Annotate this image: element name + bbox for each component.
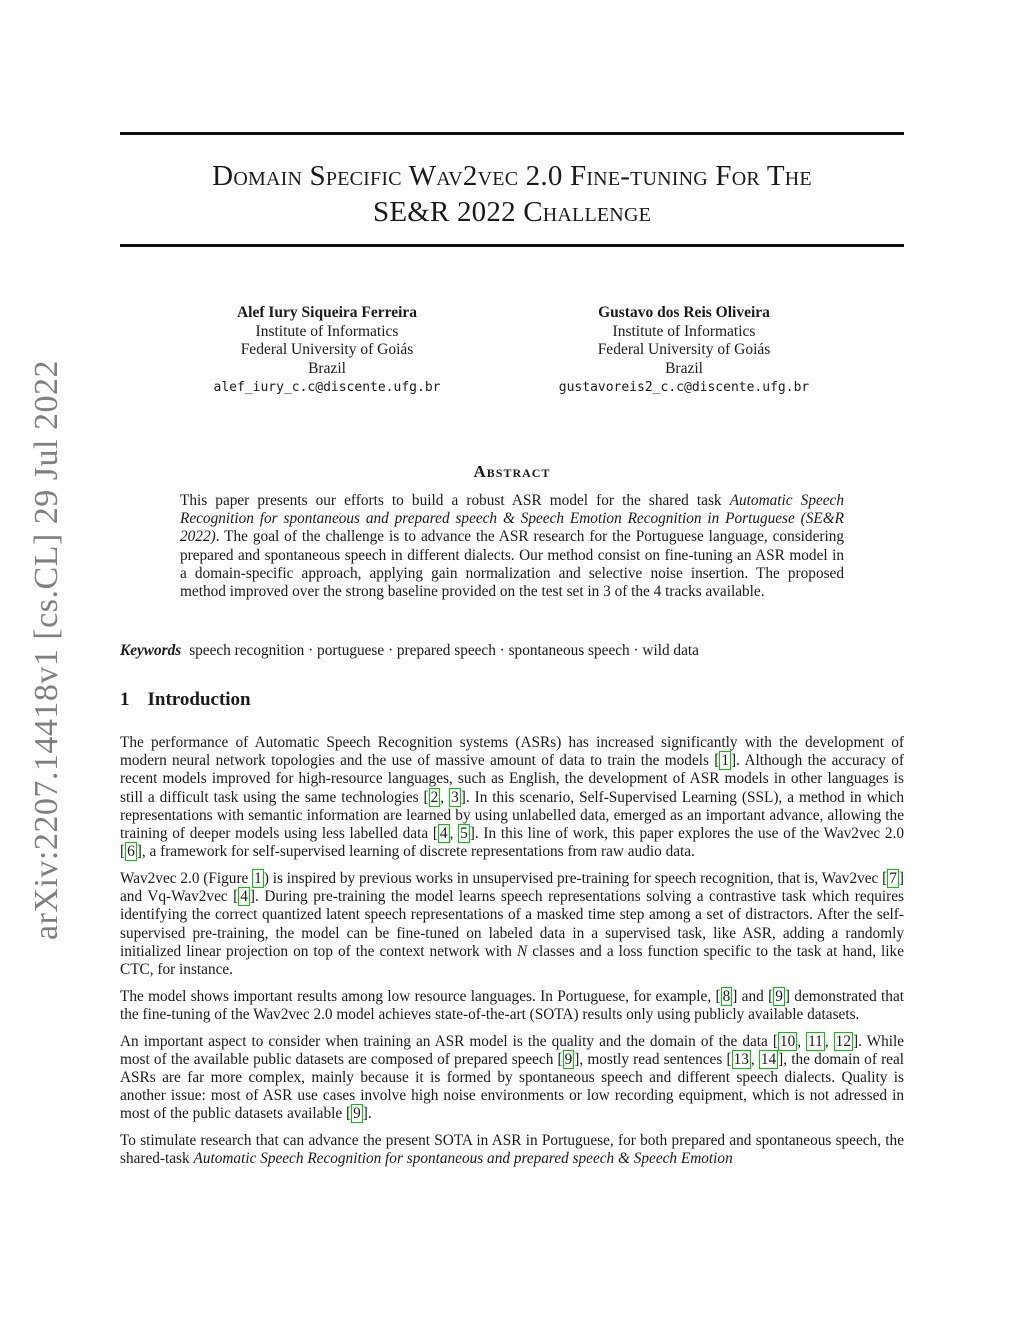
text-run: ]. During pre-training the model learns speech representations solving a contrastive task which requires identifying the correct quantized latent speech representations of a masked time step among a set of distractors. After the self-supervised pre-training, the model can be fine-tuned on labeled data in a supervised task, like ASR, adding a randomly initialized linear projection on top of the context network with	[120, 888, 904, 960]
shared-task-name: Automatic Speech Recognition for spontaneous and prepared speech & Speech Emotion	[193, 1150, 733, 1168]
text-run: To stimulate research that can advance the present SOTA in ASR in Portuguese, for both prepared and spontaneous speech, the shared-task	[120, 1132, 904, 1168]
citation-link[interactable]: 10	[779, 1032, 796, 1050]
math-variable: N	[516, 942, 528, 960]
author-name: Gustavo dos Reis Oliveira	[598, 304, 770, 321]
text-run: ] and Vq-Wav2vec [	[120, 869, 905, 906]
text-run: ]. In this line of work, this paper explores the use of the Wav2vec 2.0 [	[120, 825, 904, 861]
text-run: ) is inspired by previous works in unsupervised pre-training for speech recognition, that is, Wav2vec [	[263, 869, 888, 887]
text-run: ]. In this scenario, Self-Supervised Learning (SSL), a method in which representations with semantic information are learned by using unlabelled data, emerged as an important advance, allowing the training of deeper models using less labelled data [	[120, 788, 904, 843]
author-university: Federal University of Goiás	[240, 341, 414, 358]
keywords-text: speech recognition · portuguese · prepared speech · spontaneous speech · wild data	[189, 642, 699, 659]
keywords-label: Keywords	[120, 642, 182, 659]
citation-link[interactable]: 9	[353, 1105, 361, 1123]
text-run: ], a framework for self-supervised learning of discrete representations from raw audio data.	[136, 843, 695, 861]
paragraph-5	[120, 1132, 904, 1168]
abstract-part: This paper presents our efforts to build a robust ASR model for the shared task	[180, 492, 730, 509]
citation-link[interactable]: 9	[564, 1050, 573, 1068]
shared-task-name: Automatic Speech Recognition for spontaneous and prepared speech & Speech Emotion Recognition in Portuguese (SE&R 2022)	[180, 492, 844, 546]
citation-link[interactable]: 6	[127, 843, 135, 861]
figure-reference-link[interactable]: 1	[254, 869, 262, 887]
citation-link[interactable]: 7	[889, 869, 897, 887]
text-run: An important aspect to consider when training an ASR model is the quality and the domain of the data [	[120, 1032, 778, 1050]
author-name: Alef Iury Siqueira Ferreira	[236, 304, 418, 321]
citation-link[interactable]: 5	[460, 825, 468, 843]
author-affiliation: Institute of Informatics	[612, 322, 756, 340]
title-top-rule	[120, 132, 904, 135]
citation-link[interactable]: 12	[835, 1032, 851, 1050]
citation-separator: ,	[449, 825, 459, 843]
author-country: Brazil	[665, 359, 703, 377]
paper-title	[120, 158, 904, 230]
author-block-2	[519, 304, 849, 398]
citation-separator: ,	[440, 788, 450, 806]
author-affiliation: Institute of Informatics	[255, 322, 399, 340]
paragraph-1	[120, 734, 904, 861]
text-run: The model shows important results among low resource languages. In Portuguese, for example, [	[120, 987, 721, 1005]
citation-link[interactable]: 13	[733, 1050, 749, 1068]
citation-link[interactable]: 4	[240, 888, 248, 906]
text-run: classes and a loss function specific to the task at hand, like CTC, for instance.	[120, 942, 904, 978]
text-run: ], mostly read sentences [	[574, 1050, 732, 1068]
citation-separator: ,	[750, 1050, 759, 1068]
text-run: ]. Although the accuracy of recent models improved for high-resource languages, such as English, the development of ASR models in other languages is still a difficult task using the same technologies [	[120, 752, 905, 806]
author-email[interactable]: alef_iury_c.c@discente.ufg.br	[213, 380, 441, 395]
citation-link[interactable]: 8	[722, 987, 731, 1005]
paragraph-4	[120, 1033, 904, 1124]
citation-link[interactable]: 3	[451, 788, 459, 806]
title-line-1: Domain Specific Wav2vec 2.0 Fine-tuning For The	[212, 160, 812, 192]
citation-link[interactable]: 2	[430, 788, 439, 806]
text-run: ], the domain of real ASRs are far more complex, mainly because it is formed by spontaneous speech and different speech dialects. Quality is another issue: most of ASR use cases involve high noise environments or low recording equipment, which is not adressed in most of the public datasets available [	[120, 1050, 905, 1123]
arxiv-identifier-stamp: arXiv:2207.14418v1 [cs.CL] 29 Jul 2022	[28, 360, 65, 940]
paragraph-3	[120, 988, 904, 1024]
author-email[interactable]: gustavoreis2_c.c@discente.ufg.br	[558, 380, 810, 395]
text-run: ] and [	[732, 987, 774, 1005]
citation-link[interactable]: 14	[760, 1050, 777, 1068]
body-text	[120, 734, 904, 1177]
title-bottom-rule	[120, 244, 904, 247]
citation-link[interactable]: 9	[775, 987, 783, 1005]
section-heading	[120, 689, 251, 711]
abstract-part: . The goal of the challenge is to advance the ASR research for the Portuguese language, considering prepared and spontaneous speech in different dialects. Our method consist on fine-tuning an ASR model in a domain-specific approach, applying gain normalization and selective noise insertion. The proposed method improved over the strong baseline provided on the test set in 3 of the 4 tracks available.	[180, 528, 844, 601]
section-number: 1	[120, 689, 130, 710]
abstract-text	[180, 492, 844, 601]
text-run: Wav2vec 2.0 (Figure	[120, 869, 253, 887]
text-run: ]. While most of the available public datasets are composed of prepared speech [	[120, 1032, 905, 1068]
text-run: The performance of Automatic Speech Recognition systems (ASRs) has increased significantly with the development of modern neural network topologies and the use of massive amount of data to train the models [	[120, 734, 904, 770]
citation-link[interactable]: 1	[721, 752, 730, 770]
citation-separator: ,	[824, 1032, 834, 1050]
author-country: Brazil	[308, 359, 346, 377]
text-run: ].	[362, 1105, 372, 1123]
section-title: Introduction	[147, 689, 251, 710]
citation-link[interactable]: 11	[808, 1032, 823, 1050]
paragraph-2	[120, 870, 904, 979]
citation-link[interactable]: 4	[439, 825, 448, 843]
keywords-line	[120, 642, 904, 660]
text-run: ] demonstrated that the fine-tuning of the Wav2vec 2.0 model achieves state-of-the-art (SOTA) results only using publicly available datasets.	[120, 987, 904, 1023]
author-block-1	[162, 304, 492, 398]
title-line-2: SE&R 2022 Challenge	[372, 196, 652, 228]
abstract-heading: Abstract	[473, 462, 551, 481]
citation-separator: ,	[797, 1032, 807, 1050]
author-university: Federal University of Goiás	[597, 341, 771, 358]
